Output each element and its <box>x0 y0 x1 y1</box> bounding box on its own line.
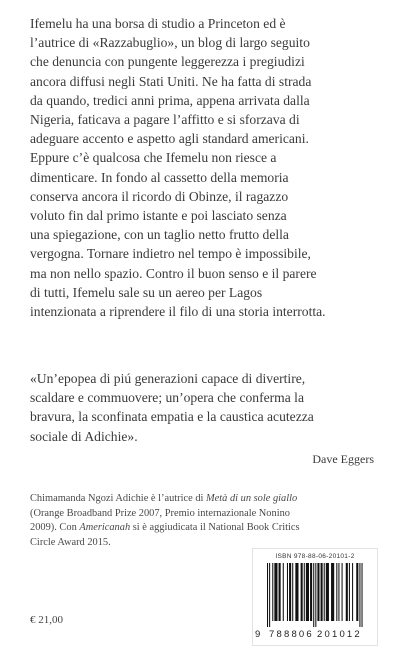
blurb-line: adeguare accento e aspetto agli standard americani. <box>30 131 309 147</box>
blurb-line: conserva ancora il ricordo di Obinze, il ragazzo <box>30 188 289 204</box>
blurb-line: vergogna. Tornare indietro nel tempo è impossibile, <box>30 246 311 262</box>
author-bio <box>30 492 374 550</box>
price-label: € 21,00 <box>30 614 63 626</box>
blurb-line: di tutti, Ifemelu sale su un aereo per Lagos <box>30 284 263 300</box>
book-title-italic: Metà di un sole giallo <box>206 493 298 504</box>
quote-line: scaldare e commuovere; un’opera che conferma la <box>30 390 304 406</box>
barcode-bar <box>324 563 325 621</box>
review-quote <box>30 369 374 446</box>
blurb-line: che denuncia con pungente leggerezza i pregiudizi <box>30 54 305 70</box>
bio-text: Chimamanda Ngozi Adichie è l’autrice di <box>30 493 207 504</box>
barcode-bar <box>310 563 312 621</box>
barcode-bar <box>304 563 305 621</box>
barcode-bar <box>306 563 309 621</box>
isbn-barcode <box>252 548 378 646</box>
blurb-line: dimenticare. In fondo al cassetto della memoria <box>30 169 289 185</box>
barcode-bar <box>317 563 319 621</box>
synopsis-blurb <box>30 14 374 321</box>
barcode-bar <box>342 563 343 621</box>
barcode-bar <box>313 563 314 627</box>
book-title-italic: Americanah <box>79 522 131 534</box>
barcode-bar <box>338 563 339 621</box>
barcode-bar <box>301 563 303 621</box>
barcode-bar <box>346 563 348 621</box>
barcode-bar <box>362 563 363 627</box>
bio-line: Circle Award 2015. <box>30 536 111 548</box>
quote-attribution: Dave Eggers <box>312 452 374 466</box>
quote-line: «Un’epopea di piú generazioni capace di divertire, <box>30 371 306 386</box>
blurb-line: ancora diffusi negli Stati Uniti. Ne ha fatta di strada <box>30 73 312 89</box>
barcode-bar <box>356 563 358 621</box>
barcode-digit-first: 9 <box>255 629 261 640</box>
bio-line <box>30 521 374 536</box>
isbn-label: ISBN 978-88-06-20101-2 <box>275 553 355 560</box>
barcode-bar <box>321 563 323 621</box>
barcode-bar <box>331 563 334 621</box>
barcode-bar <box>359 563 360 627</box>
barcode-bar <box>326 563 329 621</box>
bio-line <box>30 492 374 507</box>
blurb-line: l’autrice di «Razzabuglio», un blog di largo seguito <box>30 35 310 51</box>
barcode-bar <box>295 563 298 621</box>
barcode-bar <box>279 563 281 621</box>
barcode-bars <box>261 563 369 629</box>
barcode-bar <box>336 563 337 621</box>
blurb-line: voluto fin dal primo istante e poi lasciato senza <box>30 208 287 224</box>
blurb-line: Ifemelu ha una borsa di studio a Princeton ed è <box>30 16 286 31</box>
barcode-bar <box>287 563 288 621</box>
barcode-digits-left: 788806 <box>269 629 314 640</box>
blurb-line: ma non nello spazio. Contro il buon senso e il parere <box>30 265 317 281</box>
barcode-bar <box>315 563 316 627</box>
blurb-line: Nigeria, faticava a pagare l’affitto e si sforzava di <box>30 112 300 128</box>
quote-line: bravura, la sconfinata empatia e la caustica acutezza <box>30 409 314 425</box>
blurb-line: Eppure c’è qualcosa che Ifemelu non riesce a <box>30 150 277 166</box>
quote-line: sociale di Adichie». <box>30 428 138 444</box>
barcode-bar <box>269 563 270 627</box>
bio-text: 2009). Con <box>30 522 80 534</box>
barcode-bar <box>352 563 353 621</box>
blurb-line: intenzionata a riprendere il filo di una storia interrotta. <box>30 304 326 320</box>
barcode-bar <box>272 563 273 621</box>
barcode-bar <box>274 563 277 621</box>
bio-line: (Orange Broadband Prize 2007, Premio internazionale Nonino <box>30 507 290 519</box>
bio-text: si è aggiudicata il National Book Critics <box>130 522 300 534</box>
barcode-bar <box>292 563 293 621</box>
barcode-bar <box>267 563 268 627</box>
blurb-line: una spiegazione, con un taglio netto frutto della <box>30 227 289 243</box>
barcode-bar <box>289 563 291 621</box>
barcode-bar <box>283 563 284 621</box>
blurb-line: da quando, tredici anni prima, appena arrivata dalla <box>30 92 310 108</box>
barcode-digits-right: 201012 <box>317 629 362 640</box>
barcode-bar <box>349 563 350 621</box>
